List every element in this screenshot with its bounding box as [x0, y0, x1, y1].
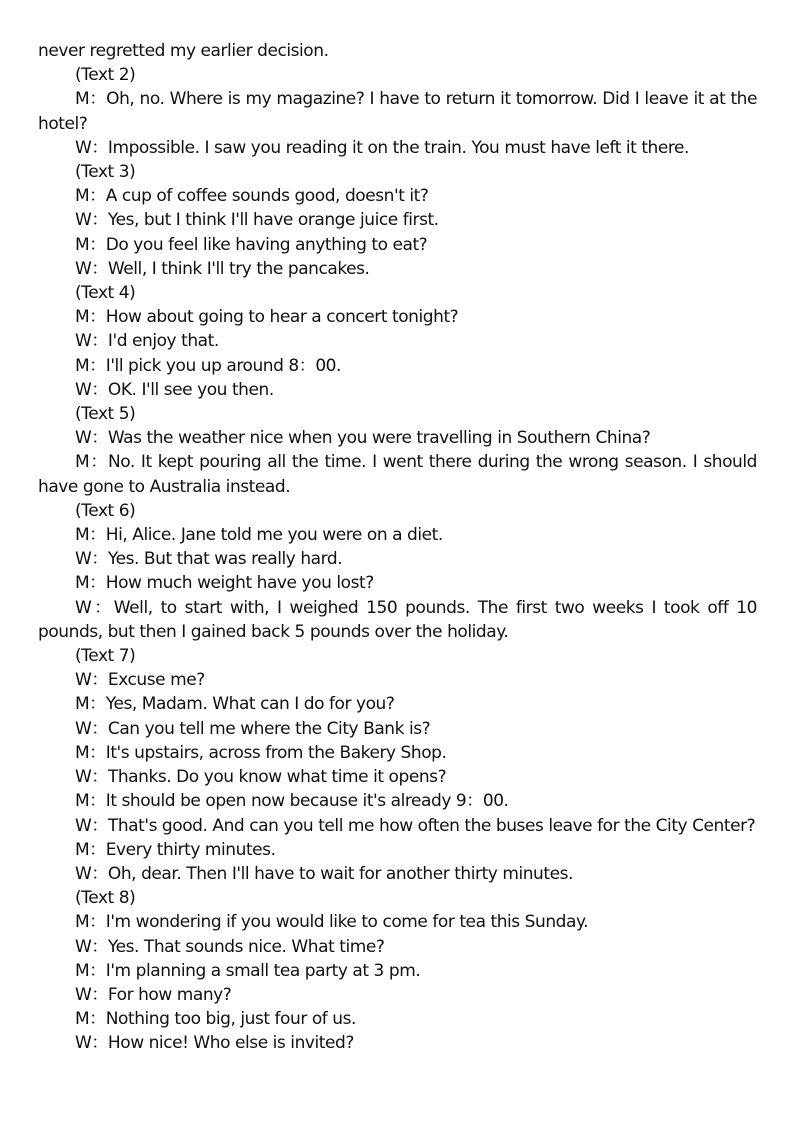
- dialogue-line: W：Thanks. Do you know what time it opens?: [75, 767, 447, 788]
- dialogue-line: M：How about going to hear a concert tonight?: [75, 307, 459, 328]
- dialogue-line: M：Hi, Alice. Jane told me you were on a diet.: [75, 525, 443, 546]
- dialogue-line: W：How nice! Who else is invited?: [75, 1033, 354, 1054]
- dialogue-line: M：Oh, no. Where is my magazine? I have to return it tomorrow. Did I leave it at the hotel?: [38, 89, 757, 134]
- section-heading-text-2: (Text 2): [75, 65, 136, 86]
- dialogue-line: W：Impossible. I saw you reading it on the train. You must have left it there.: [75, 137, 689, 158]
- dialogue-line: M：It should be open now because it's already 9：00.: [75, 791, 509, 812]
- dialogue-line: W：Yes. But that was really hard.: [75, 549, 343, 570]
- section-heading-text-8: (Text 8): [75, 888, 136, 909]
- dialogue-line: M：Nothing too big, just four of us.: [75, 1009, 356, 1030]
- dialogue-line: W：Can you tell me where the City Bank is?: [75, 718, 431, 739]
- section-heading-text-5: (Text 5): [75, 404, 136, 425]
- dialogue-line: W：That's good. And can you tell me how often the buses leave for the City Center?: [75, 815, 756, 836]
- dialogue-line: W：Excuse me?: [75, 670, 205, 691]
- dialogue-line: W：Was the weather nice when you were travelling in Southern China?: [75, 428, 651, 449]
- section-heading-text-3: (Text 3): [75, 162, 136, 183]
- dialogue-line: W：Well, I think I'll try the pancakes.: [75, 258, 370, 279]
- dialogue-line: W：I'd enjoy that.: [75, 331, 219, 352]
- dialogue-line: M：Every thirty minutes.: [75, 839, 276, 860]
- section-heading-text-6: (Text 6): [75, 500, 136, 521]
- dialogue-line: M：A cup of coffee sounds good, doesn't it?: [75, 186, 429, 207]
- dialogue-line: W：Oh, dear. Then I'll have to wait for another thirty minutes.: [75, 863, 573, 884]
- dialogue-line: M：I'm wondering if you would like to come for tea this Sunday.: [75, 912, 589, 933]
- dialogue-line: W：OK. I'll see you then.: [75, 379, 274, 400]
- section-heading-text-4: (Text 4): [75, 283, 136, 304]
- dialogue-line: M：I'll pick you up around 8：00.: [75, 355, 342, 376]
- section-heading-text-7: (Text 7): [75, 646, 136, 667]
- dialogue-line: W：Yes, but I think I'll have orange juice first.: [75, 210, 439, 231]
- dialogue-line: W：Well, to start with, I weighed 150 pounds. The first two weeks I took off 10 pounds, but then I gained back 5 pounds over the holiday.: [38, 597, 757, 642]
- dialogue-line: M：How much weight have you lost?: [75, 573, 374, 594]
- dialogue-line: W：Yes. That sounds nice. What time?: [75, 936, 385, 957]
- dialogue-line: M：I'm planning a small tea party at 3 pm.: [75, 960, 421, 981]
- dialogue-line: W：For how many?: [75, 984, 232, 1005]
- dialogue-line: M：It's upstairs, across from the Bakery Shop.: [75, 742, 447, 763]
- transcript-page: [38, 39, 757, 1056]
- dialogue-line: M：Do you feel like having anything to eat?: [75, 234, 428, 255]
- dialogue-line: M：No. It kept pouring all the time. I went there during the wrong season. I should have gone to Australia instead.: [38, 452, 757, 497]
- dialogue-line: M：Yes, Madam. What can I do for you?: [75, 694, 395, 715]
- continuation-line: never regretted my earlier decision.: [38, 41, 329, 61]
